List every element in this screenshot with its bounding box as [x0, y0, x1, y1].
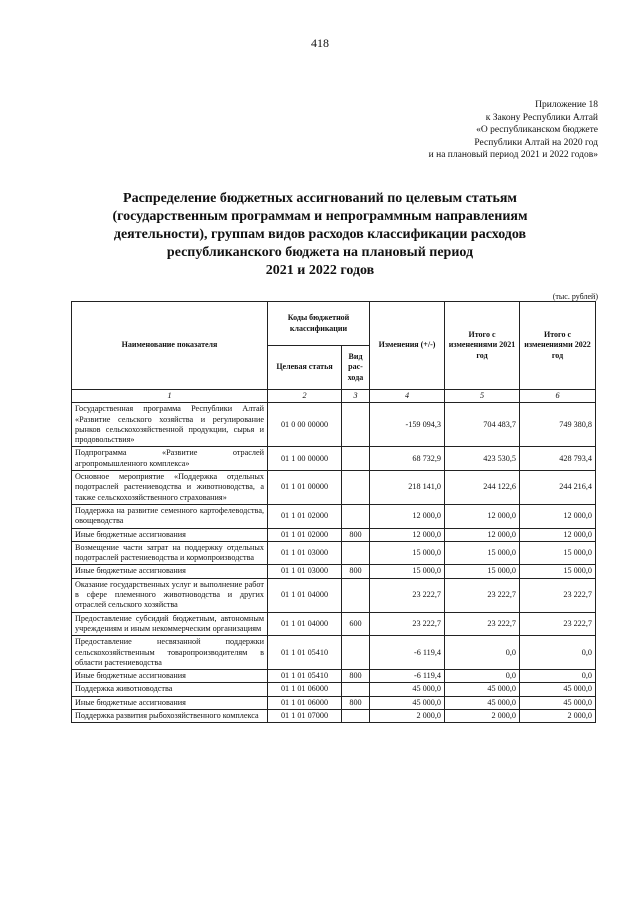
- row-target-code: 01 1 01 03000: [268, 541, 342, 565]
- table-row: [72, 578, 596, 612]
- row-expense-kind: 800: [342, 528, 370, 541]
- table-row: [72, 403, 596, 447]
- row-total-2021: 15 000,0: [445, 565, 520, 578]
- row-total-2022: 23 222,7: [520, 578, 596, 612]
- table-row: [72, 612, 596, 636]
- title-line: деятельности), группам видов расходов классификации расходов: [113, 227, 527, 242]
- row-expense-kind: 800: [342, 565, 370, 578]
- row-name: Оказание государственных услуг и выполнение работ в сфере племенного животноводства и других отраслей сельского хозяйства: [72, 578, 268, 612]
- row-total-2022: 15 000,0: [520, 565, 596, 578]
- header-total-2021: Итого с изменениями 2021 год: [445, 302, 520, 390]
- title-line: (государственным программам и непрограммным направлениям: [112, 209, 528, 224]
- row-expense-kind: [342, 504, 370, 528]
- row-target-code: 01 1 01 05410: [268, 636, 342, 670]
- table-row: [72, 636, 596, 670]
- row-total-2022: 23 222,7: [520, 612, 596, 636]
- column-number: 6: [520, 390, 596, 403]
- row-total-2021: 23 222,7: [445, 578, 520, 612]
- column-number: 5: [445, 390, 520, 403]
- row-total-2022: 2 000,0: [520, 710, 596, 723]
- row-target-code: 01 1 01 07000: [268, 710, 342, 723]
- row-name: Поддержка развития рыбохозяйственного комплекса: [72, 710, 268, 723]
- row-total-2021: 0,0: [445, 670, 520, 683]
- row-target-code: 01 1 01 02000: [268, 504, 342, 528]
- row-target-code: 01 0 00 00000: [268, 403, 342, 447]
- row-name: Государственная программа Республики Алтай «Развитие сельского хозяйства и регулирование рынков сельскохозяйственной продукции, сырья и продовольствия»: [72, 403, 268, 447]
- table-row: [72, 670, 596, 683]
- row-change: 12 000,0: [370, 528, 445, 541]
- row-total-2022: 0,0: [520, 670, 596, 683]
- row-total-2021: 704 483,7: [445, 403, 520, 447]
- row-target-code: 01 1 01 06000: [268, 696, 342, 709]
- row-total-2022: 15 000,0: [520, 541, 596, 565]
- row-expense-kind: [342, 471, 370, 505]
- row-total-2021: 0,0: [445, 636, 520, 670]
- appendix-line: и на плановый период 2021 и 2022 годов»: [428, 150, 598, 161]
- row-target-code: 01 1 01 04000: [268, 612, 342, 636]
- row-expense-kind: 800: [342, 696, 370, 709]
- budget-table: [71, 301, 596, 723]
- row-name: Предоставление несвязанной поддержки сельскохозяйственным товаропроизводителям в области растениеводства: [72, 636, 268, 670]
- row-target-code: 01 1 01 06000: [268, 683, 342, 696]
- units-label: (тыс. рублей): [552, 292, 598, 301]
- title-line: республиканского бюджета на плановый период: [166, 245, 474, 260]
- row-change: 2 000,0: [370, 710, 445, 723]
- row-total-2022: 244 216,4: [520, 471, 596, 505]
- row-total-2022: 45 000,0: [520, 683, 596, 696]
- row-expense-kind: [342, 710, 370, 723]
- row-total-2022: 45 000,0: [520, 696, 596, 709]
- table-row: [72, 565, 596, 578]
- row-change: 15 000,0: [370, 565, 445, 578]
- row-change: 45 000,0: [370, 696, 445, 709]
- column-number: 3: [342, 390, 370, 403]
- row-total-2022: 428 793,4: [520, 447, 596, 471]
- row-total-2022: 12 000,0: [520, 504, 596, 528]
- table-row: [72, 471, 596, 505]
- header-total-2022: Итого с изменениями 2022 год: [520, 302, 596, 390]
- row-total-2021: 12 000,0: [445, 504, 520, 528]
- table-row: [72, 541, 596, 565]
- header-codes: Коды бюджетной классификации: [268, 302, 370, 346]
- row-total-2022: 0,0: [520, 636, 596, 670]
- row-change: 68 732,9: [370, 447, 445, 471]
- row-name: Иные бюджетные ассигнования: [72, 696, 268, 709]
- row-total-2022: 749 380,8: [520, 403, 596, 447]
- row-expense-kind: 800: [342, 670, 370, 683]
- row-name: Поддержка на развитие семенного картофелеводства, овощеводства: [72, 504, 268, 528]
- title-line: Распределение бюджетных ассигнований по целевым статьям: [123, 191, 517, 206]
- row-total-2021: 12 000,0: [445, 528, 520, 541]
- table-row: [72, 447, 596, 471]
- row-total-2021: 2 000,0: [445, 710, 520, 723]
- row-name: Возмещение части затрат на поддержку отдельных подотраслей растениеводства и кормопроизводства: [72, 541, 268, 565]
- row-name: Поддержка животноводства: [72, 683, 268, 696]
- row-change: -159 094,3: [370, 403, 445, 447]
- row-change: 23 222,7: [370, 578, 445, 612]
- title-line: 2021 и 2022 годов: [265, 263, 375, 278]
- row-expense-kind: 600: [342, 612, 370, 636]
- appendix-line: Приложение 18: [535, 100, 598, 110]
- row-total-2021: 23 222,7: [445, 612, 520, 636]
- row-total-2021: 244 122,6: [445, 471, 520, 505]
- table-row: [72, 710, 596, 723]
- row-target-code: 01 1 01 03000: [268, 565, 342, 578]
- row-change: 45 000,0: [370, 683, 445, 696]
- row-target-code: 01 1 01 00000: [268, 471, 342, 505]
- row-total-2021: 45 000,0: [445, 696, 520, 709]
- row-target-code: 01 1 00 00000: [268, 447, 342, 471]
- row-total-2021: 15 000,0: [445, 541, 520, 565]
- row-total-2021: 45 000,0: [445, 683, 520, 696]
- row-total-2022: 12 000,0: [520, 528, 596, 541]
- page-number: 418: [311, 36, 329, 50]
- row-expense-kind: [342, 683, 370, 696]
- document-title: [90, 190, 550, 280]
- row-expense-kind: [342, 541, 370, 565]
- row-change: 15 000,0: [370, 541, 445, 565]
- row-expense-kind: [342, 447, 370, 471]
- column-number: 2: [268, 390, 342, 403]
- header-kind: Вид рас-хода: [342, 346, 370, 390]
- row-target-code: 01 1 01 04000: [268, 578, 342, 612]
- row-change: 218 141,0: [370, 471, 445, 505]
- column-number: 4: [370, 390, 445, 403]
- row-expense-kind: [342, 578, 370, 612]
- row-name: Основное мероприятие «Поддержка отдельных подотраслей растениеводства и животноводства, а также сельскохозяйственного страхования»: [72, 471, 268, 505]
- table-row: [72, 696, 596, 709]
- row-target-code: 01 1 01 05410: [268, 670, 342, 683]
- appendix-note: [429, 99, 598, 162]
- appendix-line: к Закону Республики Алтай: [485, 112, 598, 123]
- table-row: [72, 528, 596, 541]
- header-target: Целевая статья: [268, 346, 342, 390]
- row-name: Предоставление субсидий бюджетным, автономным учреждениям и иным некоммерческим организациям: [72, 612, 268, 636]
- row-target-code: 01 1 01 02000: [268, 528, 342, 541]
- row-change: -6 119,4: [370, 636, 445, 670]
- row-name: Иные бюджетные ассигнования: [72, 528, 268, 541]
- row-change: 23 222,7: [370, 612, 445, 636]
- row-name: Иные бюджетные ассигнования: [72, 670, 268, 683]
- row-name: Иные бюджетные ассигнования: [72, 565, 268, 578]
- header-name: Наименование показателя: [72, 302, 268, 390]
- table-row: [72, 504, 596, 528]
- appendix-line: Республики Алтай на 2020 год: [474, 137, 598, 148]
- header-change: Изменения (+/-): [370, 302, 445, 390]
- row-name: Подпрограмма «Развитие отраслей агропромышленного комплекса»: [72, 447, 268, 471]
- row-change: -6 119,4: [370, 670, 445, 683]
- row-expense-kind: [342, 636, 370, 670]
- row-total-2021: 423 530,5: [445, 447, 520, 471]
- column-number: 1: [72, 390, 268, 403]
- row-expense-kind: [342, 403, 370, 447]
- row-change: 12 000,0: [370, 504, 445, 528]
- appendix-line: «О республиканском бюджете: [476, 125, 598, 136]
- table-row: [72, 683, 596, 696]
